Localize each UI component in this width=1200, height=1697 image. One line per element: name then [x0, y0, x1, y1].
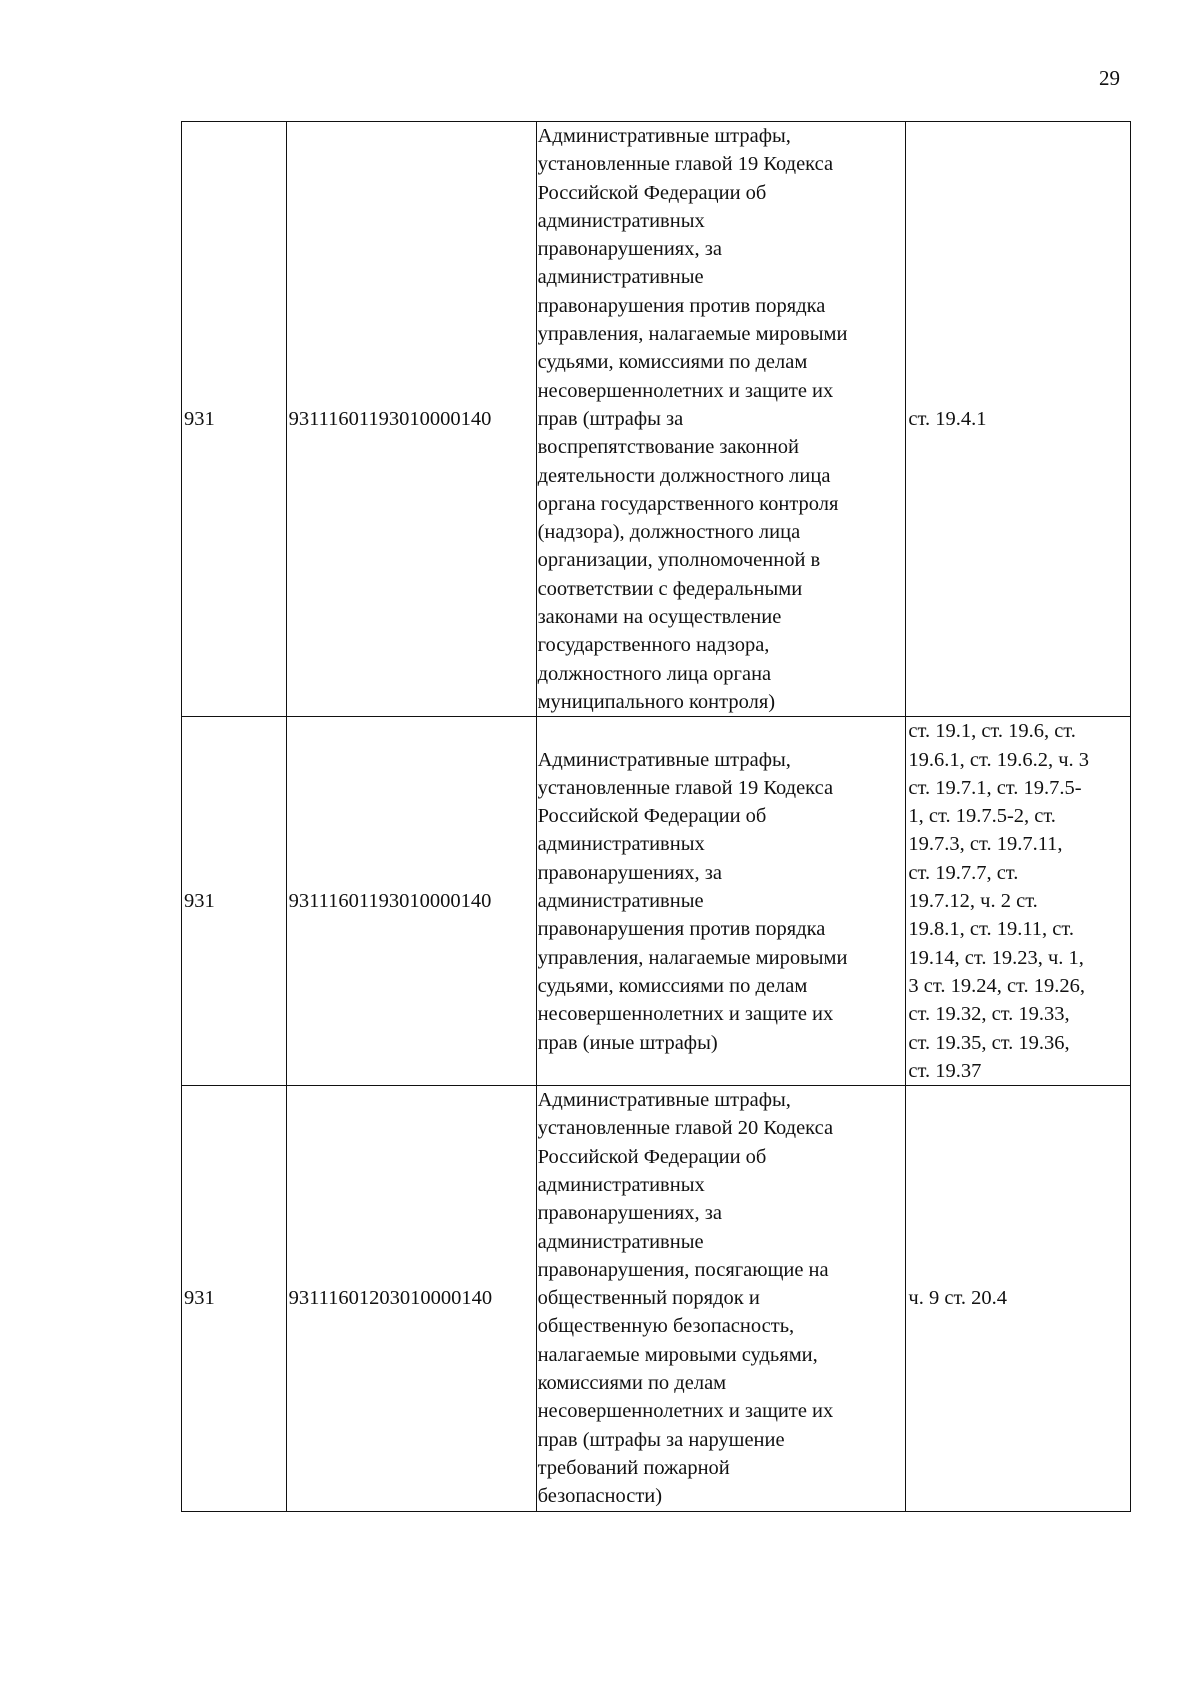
description-line: административных [537, 209, 705, 232]
description-line: законами на осуществление [537, 606, 782, 629]
article-line: 19.8.1, ст. 19.11, ст. [908, 918, 1074, 941]
description-line: налагаемые мировыми судьями, [537, 1343, 818, 1366]
description-line: требований пожарной [537, 1456, 730, 1479]
article-line: ст. 19.7.1, ст. 19.7.5- [908, 776, 1082, 799]
admin-code-cell: 931 [182, 717, 287, 1086]
table-body [182, 122, 1131, 1512]
page-number: 29 [1099, 66, 1120, 90]
description-line: несовершеннолетних и защите их [537, 1003, 834, 1026]
article-line: ст. 19.37 [908, 1059, 982, 1082]
description-line: несовершеннолетних и защите их [537, 1400, 834, 1423]
article-cell [906, 717, 1131, 1086]
description-line: установленные главой 20 Кодекса [537, 1117, 834, 1140]
description-cell [536, 717, 906, 1086]
description-line: (надзора), должностного лица [537, 521, 801, 544]
article-line: 1, ст. 19.7.5-2, ст. [908, 805, 1056, 828]
article-line: ст. 19.35, ст. 19.36, [908, 1031, 1070, 1054]
budget-codes-table [181, 121, 1131, 1512]
description-line: административные [537, 1230, 704, 1253]
description-line: установленные главой 19 Кодекса [537, 776, 834, 799]
description-line: Административные штрафы, [537, 748, 791, 771]
article-line: 19.6.1, ст. 19.6.2, ч. 3 [908, 748, 1089, 771]
description-line: общественный порядок и [537, 1287, 760, 1310]
description-line: Административные штрафы, [537, 125, 791, 147]
description-line: административных [537, 833, 705, 856]
description-line: деятельности должностного лица [537, 464, 831, 487]
admin-code-cell: 931 [182, 1086, 287, 1511]
description-line: Российской Федерации об [537, 181, 767, 204]
description-line: правонарушения против порядка [537, 294, 826, 317]
description-cell [536, 1086, 906, 1511]
article-line: ст. 19.7.7, ст. [908, 861, 1019, 884]
kbk-code-cell: 93111601193010000140 [286, 717, 536, 1086]
description-line: муниципального контроля) [537, 690, 776, 713]
article-line: 19.14, ст. 19.23, ч. 1, [908, 946, 1084, 969]
table-row [182, 1086, 1131, 1511]
article-line: ст. 19.4.1 [908, 407, 987, 430]
article-line: ч. 9 ст. 20.4 [908, 1287, 1007, 1310]
description-cell [536, 122, 906, 717]
description-line: воспрепятствование законной [537, 436, 799, 459]
description-line: должностного лица органа [537, 662, 772, 685]
description-line: правонарушениях, за [537, 861, 722, 884]
article-line: 19.7.12, ч. 2 ст. [908, 890, 1038, 913]
table-row [182, 122, 1131, 717]
description-line: органа государственного контроля [537, 492, 839, 515]
description-line: Административные штрафы, [537, 1089, 791, 1112]
article-line: 19.7.3, ст. 19.7.11, [908, 833, 1063, 856]
description-line: прав (штрафы за [537, 407, 684, 430]
description-line: правонарушениях, за [537, 1202, 722, 1225]
description-line: административные [537, 266, 704, 289]
kbk-code-cell: 93111601193010000140 [286, 122, 536, 717]
article-line: ст. 19.1, ст. 19.6, ст. [908, 720, 1076, 743]
description-line: комиссиями по делам [537, 1372, 727, 1395]
description-line: административные [537, 890, 704, 913]
description-line: соответствии с федеральными [537, 577, 803, 600]
admin-code-cell: 931 [182, 122, 287, 717]
description-line: правонарушения, посягающие на [537, 1258, 829, 1281]
description-line: общественную безопасность, [537, 1315, 795, 1338]
description-line: правонарушениях, за [537, 238, 722, 261]
description-line: организации, уполномоченной в [537, 549, 821, 572]
description-line: судьями, комиссиями по делам [537, 974, 808, 997]
description-line: государственного надзора, [537, 634, 770, 657]
article-cell [906, 122, 1131, 717]
article-line: ст. 19.32, ст. 19.33, [908, 1003, 1070, 1026]
description-line: безопасности) [537, 1485, 663, 1508]
description-line: установленные главой 19 Кодекса [537, 153, 834, 176]
description-line: правонарушения против порядка [537, 918, 826, 941]
description-line: несовершеннолетних и защите их [537, 379, 834, 402]
table-row [182, 717, 1131, 1086]
article-line: 3 ст. 19.24, ст. 19.26, [908, 974, 1085, 997]
description-line: судьями, комиссиями по делам [537, 351, 808, 374]
article-cell [906, 1086, 1131, 1511]
description-line: административных [537, 1173, 705, 1196]
description-line: прав (иные штрафы) [537, 1031, 718, 1054]
description-line: Российской Федерации об [537, 805, 767, 828]
kbk-code-cell: 93111601203010000140 [286, 1086, 536, 1511]
description-line: Российской Федерации об [537, 1145, 767, 1168]
description-line: прав (штрафы за нарушение [537, 1428, 785, 1451]
description-line: управления, налагаемые мировыми [537, 323, 848, 346]
description-line: управления, налагаемые мировыми [537, 946, 848, 969]
